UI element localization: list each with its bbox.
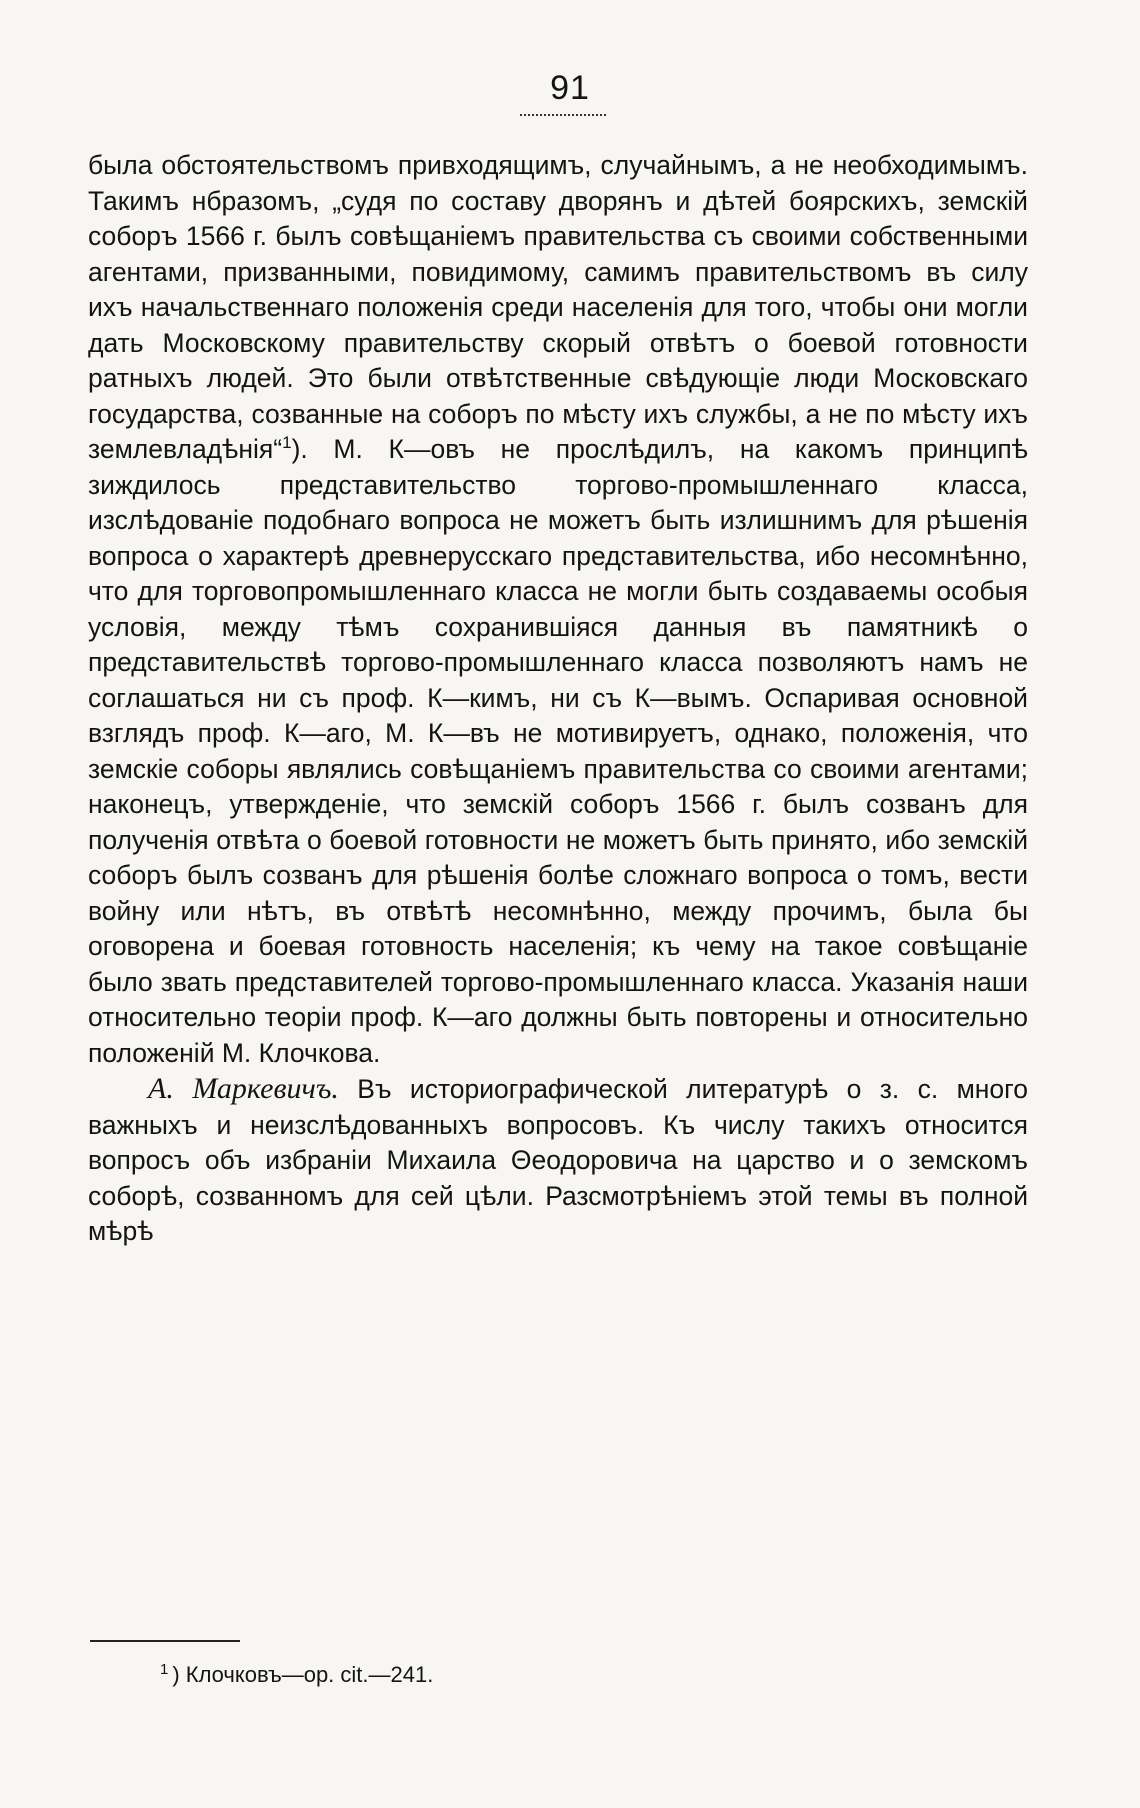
footnote-divider: [90, 1640, 240, 1642]
paragraph-2: [88, 1071, 1028, 1250]
footnote-reference: 1: [282, 433, 292, 453]
paragraph-1-text: была обстоятельствомъ привходящимъ, случайнымъ, а не необходимымъ. Такимъ нбразомъ, „судя по составу дворянъ и дѣтей боярскихъ, земскій соборъ 1566 г. былъ совѣщаніемъ правительства съ своими собственными агентами, призванными, повидимому, самимъ правительствомъ въ силу ихъ начальственнаго положенія среди населенія для того, чтобы они могли дать Московскому правительству скорый отвѣтъ о боевой готовности ратныхъ людей. Это были отвѣтственные свѣдующіе люди Московскаго государства, созванные на соборъ по мѣсту ихъ службы, а не по мѣсту ихъ землевладѣнія“: [88, 150, 1028, 464]
footnote-number: 1: [160, 1660, 169, 1678]
paragraph-1-text-continued: ). М. К—овъ не прослѣдилъ, на какомъ принципѣ зиждилось представительство торгово-промышленнаго класса, изслѣдованіе подобнаго вопроса не можетъ быть излишнимъ для рѣшенія вопроса о характерѣ древнерусскаго представительства, ибо несомнѣнно, что для торговопромышленнаго класса не могли быть создаваемы особыя условія, между тѣмъ сохранившіяся данныя въ памятникѣ о представительствѣ торгово-промышленнаго класса позволяютъ намъ не соглашаться ни съ проф. К—кимъ, ни съ К—вымъ. Оспаривая основной взглядъ проф. К—аго, М. К—въ не мотивируетъ, однако, положенія, что земскіе соборы являлись совѣщаніемъ правительства со своими агентами; наконецъ, утвержденіе, что земскій соборъ 1566 г. былъ созванъ для полученія отвѣта о боевой готовности не можетъ быть принято, ибо земскій соборъ былъ созванъ для рѣшенія болѣе сложнаго вопроса о томъ, вести войну или нѣтъ, въ отвѣтѣ несомнѣнно, между прочимъ, была бы оговорена и боевая готовность населенія; къ чему на такое совѣщаніе было звать представителей торгово-промышленнаго класса. Указанія наши относительно теоріи проф. К—аго должны быть повторены и относительно положеній М. Клочкова.: [88, 434, 1028, 1068]
footnote-text: ) Клочковъ—ор. cit.—241.: [172, 1662, 434, 1687]
main-text: [88, 148, 1028, 1250]
paragraph-2-text: Въ историографической литературѣ о з. с. много важныхъ и неизслѣдованныхъ вопросовъ. Къ числу такихъ относится вопросъ объ избраніи Михаила Θеодоровича на царство и о земскомъ соборѣ, созванномъ для сей цѣли. Разсмотрѣніемъ этой темы въ полной мѣрѣ: [88, 1074, 1028, 1246]
section-author-name: А. Маркевичъ.: [148, 1072, 339, 1105]
page-number-underline: [520, 114, 606, 116]
paragraph-1: [88, 148, 1028, 1071]
page-number: 91: [550, 69, 590, 107]
footnote: [160, 1660, 980, 1690]
